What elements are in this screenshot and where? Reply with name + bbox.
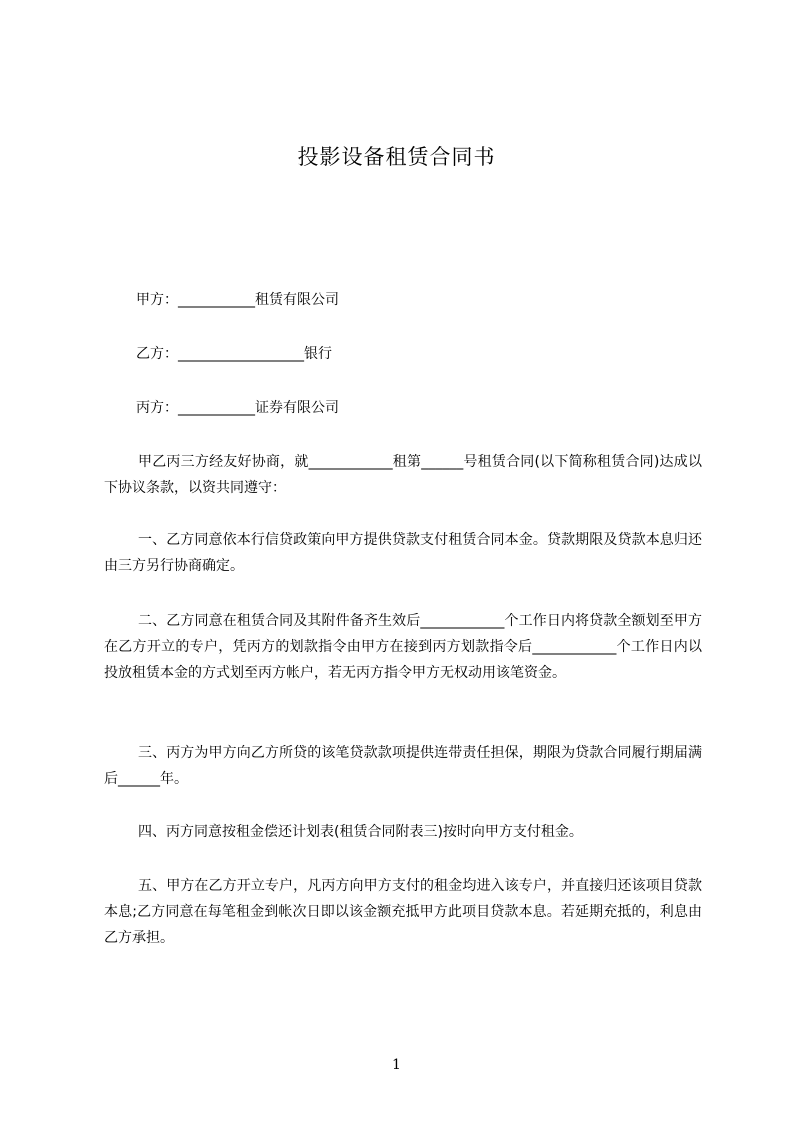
party-b-line: 乙方：__________________银行: [136, 346, 332, 362]
party-c-line: 丙方：___________证券有限公司: [136, 400, 339, 416]
clause-5-paragraph: 五、甲方在乙方开立专户，凡丙方向甲方支付的租金均进入该专户，并直接归还该项目贷款本息;乙方同意在每笔租金到帐次日即以该金额充抵甲方此项目贷款本息。若延期充抵的，利息由乙方承担。: [104, 878, 702, 946]
clause-2-paragraph: 二、乙方同意在租赁合同及其附件备齐生效后____________个工作日内将贷款全额划至甲方在乙方开立的专户，凭丙方的划款指令由甲方在接到丙方划款指令后____________个工作日内以投放租赁本金的方式划至丙方帐户，若无丙方指令甲方无权动用该笔资金。: [104, 613, 702, 681]
document-title: 投影设备租赁合同书: [297, 145, 496, 169]
party-a-line: 甲方：___________租赁有限公司: [136, 292, 339, 308]
clause-1-paragraph: 一、乙方同意依本行信贷政策向甲方提供贷款支付租赁合同本金。贷款期限及贷款本息归还由三方另行协商确定。: [104, 532, 702, 574]
clause-3-paragraph: 三、丙方为甲方向乙方所贷的该笔贷款款项提供连带责任担保，期限为贷款合同履行期届满后______年。: [104, 745, 702, 787]
clause-4-paragraph: 四、丙方同意按租金偿还计划表(租赁合同附表三)按时向甲方支付租金。: [138, 824, 583, 840]
preamble-paragraph: 甲乙丙三方经友好协商，就____________租第______号租赁合同(以下简称租赁合同)达成以下协议条款，以资共同遵守：: [104, 454, 702, 496]
page-number: 1: [392, 1057, 401, 1073]
